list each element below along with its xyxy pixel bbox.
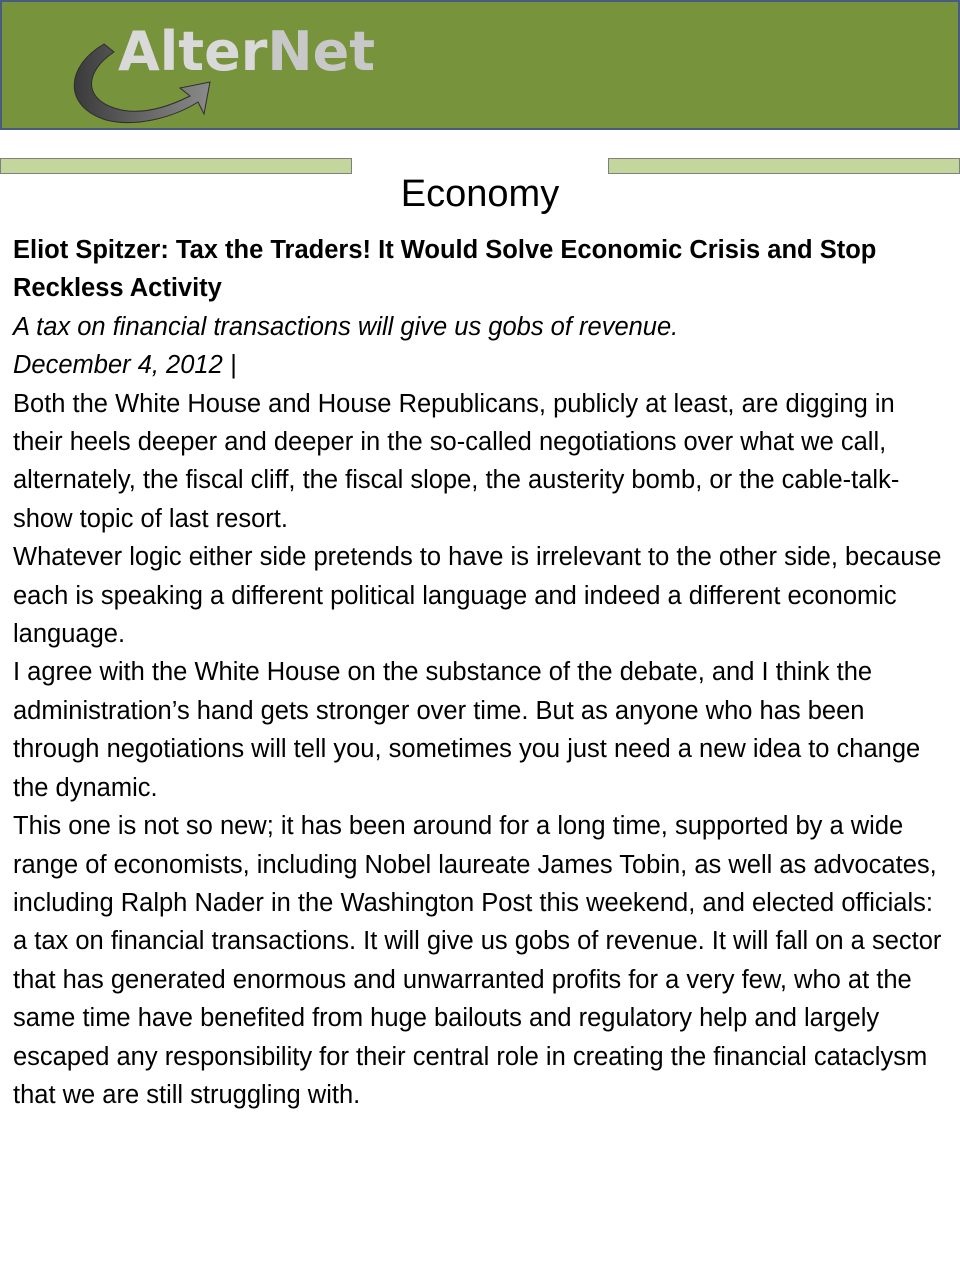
article-dateline: December 4, 2012 | [13, 351, 237, 380]
section-header [0, 146, 960, 216]
article [13, 231, 949, 1114]
article-paragraph: I agree with the White House on the substance of the debate, and I think the administration’s hand gets stronger over time. But as anyone who has been through negotiations will tell you, sometimes you just need a new idea to change the dynamic. [13, 658, 921, 802]
section-title: Economy [400, 173, 560, 216]
alternet-logo[interactable] [58, 16, 418, 128]
logo-wordmark [118, 20, 375, 83]
logo-text-alter: Alter [118, 20, 268, 83]
article-paragraph: Whatever logic either side pretends to have is irrelevant to the other side, because each is speaking a different political language and indeed a different economic language. [13, 543, 942, 649]
article-paragraph: Both the White House and House Republicans, publicly at least, are digging in their heels deeper and deeper in the so-called negotiations over what we call, alternately, the fiscal cliff, the fiscal slope, the austerity bomb, or the cable-talk-show topic of last resort. [13, 389, 900, 533]
article-paragraph: This one is not so new; it has been around for a long time, supported by a wide range of economists, including Nobel laureate James Tobin, as well as advocates, including Ralph Nader in the Washington Post this weekend, and elected officials: a tax on financial transactions. It will give us gobs of revenue. It will fall on a sector that has generated enormous and unwarranted profits for a very few, who at the same time have benefited from huge bailouts and regulatory help and largely escaped any responsibility for their central role in creating the financial cataclysm that we are still struggling with. [13, 812, 942, 1109]
article-dek: A tax on financial transactions will give us gobs of revenue. [13, 312, 679, 341]
logo-text-net: Net [267, 20, 376, 83]
header-banner [0, 0, 960, 130]
section-rule-left [0, 158, 352, 174]
section-rule-right [608, 158, 960, 174]
article-headline: Eliot Spitzer: Tax the Traders! It Would Solve Economic Crisis and Stop Reckless Activity [13, 236, 877, 303]
